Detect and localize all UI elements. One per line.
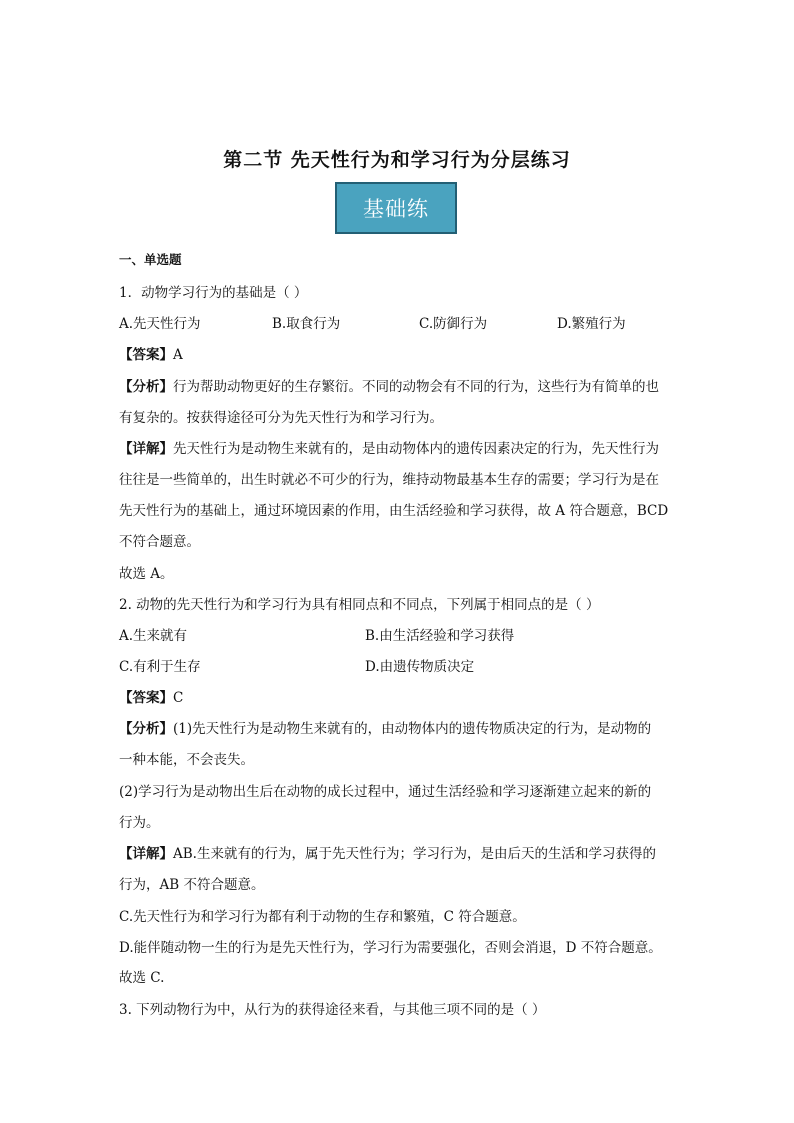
- q2-option-b: B.由生活经验和学习获得: [365, 628, 515, 644]
- question-3-stem: 3. 下列动物行为中，从行为的获得途径来看，与其他三项不同的是（ ）: [119, 1002, 546, 1018]
- answer-value: C: [173, 690, 184, 706]
- q2-option-c: C.有利于生存: [119, 659, 201, 675]
- q1-option-b: B.取食行为: [272, 316, 341, 332]
- q1-option-a: A.先天性行为: [119, 316, 201, 332]
- q1-detail-line: 往往是一些简单的，出生时就必不可少的行为，维持动物最基本生存的需要；学习行为是在: [119, 472, 659, 488]
- q2-analysis-line: (2)学习行为是动物出生后在动物的成长过程中，通过生活经验和学习逐渐建立起来的新的: [119, 784, 652, 800]
- q1-detail-line: 先天性行为的基础上，通过环境因素的作用，由生活经验和学习获得，故 A 符合题意，BCD: [119, 503, 669, 519]
- q2-option-a: A.生来就有: [119, 628, 188, 644]
- analysis-tag: 【分析】: [119, 721, 173, 737]
- q2-detail-line: [119, 842, 656, 862]
- detail-text: AB.生来就有的行为，属于先天性行为；学习行为，是由后天的生活和学习获得的: [173, 846, 656, 862]
- level-badge: 基础练: [335, 182, 457, 234]
- analysis-tag: 【分析】: [119, 379, 173, 395]
- answer-tag: 【答案】: [119, 690, 173, 706]
- q1-answer: [119, 343, 183, 363]
- question-1-stem: 1．动物学习行为的基础是（ ）: [119, 285, 308, 301]
- document-title: 第二节 先天性行为和学习行为分层练习: [223, 149, 571, 171]
- q1-conclusion: 故选 A。: [119, 566, 174, 582]
- q1-option-d: D.繁殖行为: [557, 316, 626, 332]
- q1-detail-line: 不符合题意。: [119, 534, 200, 550]
- question-2-stem: 2. 动物的先天性行为和学习行为具有相同点和不同点，下列属于相同点的是（ ）: [119, 597, 600, 613]
- q2-detail-line: D.能伴随动物一生的行为是先天性行为，学习行为需要强化，否则会消退，D 不符合题意。: [119, 940, 662, 956]
- detail-tag: 【详解】: [119, 846, 173, 862]
- q1-analysis-line: [119, 375, 659, 395]
- answer-value: A: [173, 347, 183, 363]
- q1-option-c: C.防御行为: [419, 316, 488, 332]
- q2-analysis-line: 行为。: [119, 815, 160, 831]
- q2-option-d: D.由遗传物质决定: [365, 659, 475, 675]
- detail-tag: 【详解】: [119, 441, 173, 457]
- q2-analysis-line: [119, 717, 651, 737]
- q2-answer: [119, 686, 183, 706]
- answer-tag: 【答案】: [119, 347, 173, 363]
- analysis-text: (1)先天性行为是动物生来就有的，由动物体内的遗传物质决定的行为，是动物的: [173, 721, 652, 737]
- q1-analysis-line: 有复杂的。按获得途径可分为先天性行为和学习行为。: [119, 410, 443, 426]
- q2-analysis-line: 一种本能，不会丧失。: [119, 752, 254, 768]
- analysis-text: 行为帮助动物更好的生存繁衍。不同的动物会有不同的行为，这些行为有简单的也: [173, 379, 659, 395]
- detail-text: 先天性行为是动物生来就有的，是由动物体内的遗传因素决定的行为，先天性行为: [173, 441, 659, 457]
- q2-detail-line: 行为，AB 不符合题意。: [119, 877, 265, 893]
- q2-conclusion: 故选 C.: [119, 970, 165, 986]
- q1-detail-line: [119, 437, 659, 457]
- q2-detail-line: C.先天性行为和学习行为都有利于动物的生存和繁殖，C 符合题意。: [119, 909, 526, 925]
- section-heading: 一、单选题: [119, 252, 182, 267]
